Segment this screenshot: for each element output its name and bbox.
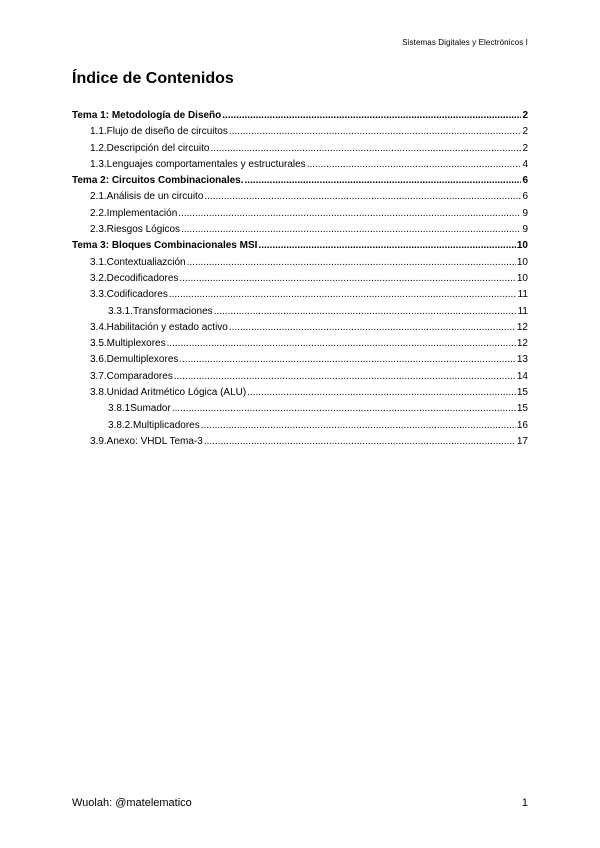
toc-entry-label: 3.6.Demultiplexores: [90, 354, 179, 366]
toc-dot-leader: [247, 387, 516, 398]
toc-entry[interactable]: [72, 354, 528, 370]
toc-entry-page: 9: [522, 224, 528, 236]
toc-entry-page: 6: [522, 191, 528, 203]
toc-entry-page: 16: [516, 419, 528, 431]
toc-entry-page: 4: [522, 158, 528, 170]
toc-dot-leader: [204, 191, 521, 202]
toc-entry-label: 3.8.Unidad Aritmético Lógica (ALU): [90, 387, 247, 399]
toc-entry[interactable]: [72, 240, 528, 256]
toc-entry-page: 15: [516, 387, 528, 399]
toc-dot-leader: [181, 224, 521, 235]
toc-entry-label: 1.1.Flujo de diseño de circuitos: [90, 126, 228, 138]
toc-entry[interactable]: [72, 322, 528, 338]
toc-entry-page: 12: [516, 338, 528, 350]
toc-dot-leader: [258, 240, 515, 251]
toc-entry[interactable]: [72, 175, 528, 191]
toc-entry[interactable]: [72, 224, 528, 240]
toc-entry-label: 3.1.Contextualiazción: [90, 256, 186, 268]
toc-entry-page: 12: [516, 321, 528, 333]
toc-entry-label: Tema 2: Circuitos Combinacionales.: [72, 175, 244, 187]
toc-entry-label: 2.1.Análisis de un circuito: [90, 191, 204, 203]
toc-entry[interactable]: [72, 420, 528, 436]
toc-dot-leader: [214, 306, 517, 317]
toc-entry-label: 1.3.Lenguajes comportamentales y estructurales: [90, 158, 306, 170]
toc-entry[interactable]: [72, 403, 528, 419]
toc-dot-leader: [245, 175, 522, 186]
toc-entry-label: 3.5.Multiplexores: [90, 338, 166, 350]
toc-entry-page: 2: [522, 142, 528, 154]
toc-entry-label: 2.3.Riesgos Lógicos: [90, 224, 181, 236]
toc-dot-leader: [179, 273, 515, 284]
toc-entry-label: 3.4.Habilitación y estado activo: [90, 321, 228, 333]
toc-entry-label: 3.3.1.Transformaciones: [108, 305, 213, 317]
toc-entry[interactable]: [72, 126, 528, 142]
toc-entry-page: 15: [516, 403, 528, 415]
toc-dot-leader: [229, 126, 522, 137]
toc-entry-label: 3.8.2.Multiplicadores: [108, 419, 200, 431]
toc-entry[interactable]: [72, 191, 528, 207]
toc-entry[interactable]: [72, 159, 528, 175]
toc-entry-label: Tema 1: Metodología de Diseño: [72, 110, 222, 121]
toc-entry-page: 10: [516, 272, 528, 284]
toc-entry-page: 17: [516, 435, 528, 447]
toc-entry[interactable]: [72, 208, 528, 224]
toc-entry-label: 1.2.Descripción del circuito: [90, 142, 210, 154]
toc-dot-leader: [187, 257, 516, 268]
toc-entry-page: 13: [516, 354, 528, 366]
page-number: 1: [521, 797, 528, 809]
toc-entry-page: 11: [517, 305, 528, 317]
toc-entry[interactable]: [72, 338, 528, 354]
toc-entry[interactable]: [72, 289, 528, 305]
toc-entry[interactable]: [72, 273, 528, 289]
toc-entry-label: 3.8.1Sumador: [108, 403, 171, 415]
toc-entry-page: 14: [516, 370, 528, 382]
footer-author: Wuolah: @matelematico: [72, 797, 192, 809]
toc-dot-leader: [211, 143, 522, 154]
toc-entry[interactable]: [72, 306, 528, 322]
toc-dot-leader: [178, 208, 521, 219]
toc-entry-page: 2: [522, 110, 528, 121]
table-of-contents: [72, 110, 528, 452]
toc-entry-label: 3.3.Codificadores: [90, 289, 168, 301]
toc-dot-leader: [201, 420, 516, 431]
toc-dot-leader: [172, 403, 516, 414]
toc-entry-label: 2.2.Implementación: [90, 207, 178, 219]
toc-entry-page: 10: [516, 256, 528, 268]
toc-dot-leader: [307, 159, 522, 170]
toc-entry-page: 11: [517, 289, 528, 301]
toc-entry-label: 3.7.Comparadores: [90, 370, 173, 382]
toc-dot-leader: [179, 354, 516, 365]
toc-dot-leader: [174, 371, 516, 382]
toc-entry-page: 10: [516, 240, 528, 252]
toc-entry-page: 9: [522, 207, 528, 219]
toc-entry-label: 3.2.Decodificadores: [90, 272, 179, 284]
toc-title: Índice de Contenidos: [72, 70, 234, 87]
toc-dot-leader: [169, 289, 517, 300]
toc-dot-leader: [204, 436, 516, 447]
toc-entry-label: 3.9.Anexo: VHDL Tema-3: [90, 435, 203, 447]
toc-entry[interactable]: [72, 387, 528, 403]
toc-entry[interactable]: [72, 143, 528, 159]
toc-entry-label: Tema 3: Bloques Combinacionales MSI: [72, 240, 258, 252]
toc-entry[interactable]: [72, 257, 528, 273]
toc-entry[interactable]: [72, 110, 528, 126]
running-header: Sistemas Digitales y Electrónicos I: [402, 38, 528, 47]
toc-entry-page: 2: [522, 126, 528, 138]
toc-dot-leader: [222, 110, 521, 121]
toc-entry[interactable]: [72, 371, 528, 387]
toc-dot-leader: [167, 338, 516, 349]
toc-entry[interactable]: [72, 436, 528, 452]
toc-dot-leader: [229, 322, 516, 333]
toc-entry-page: 6: [522, 175, 528, 187]
